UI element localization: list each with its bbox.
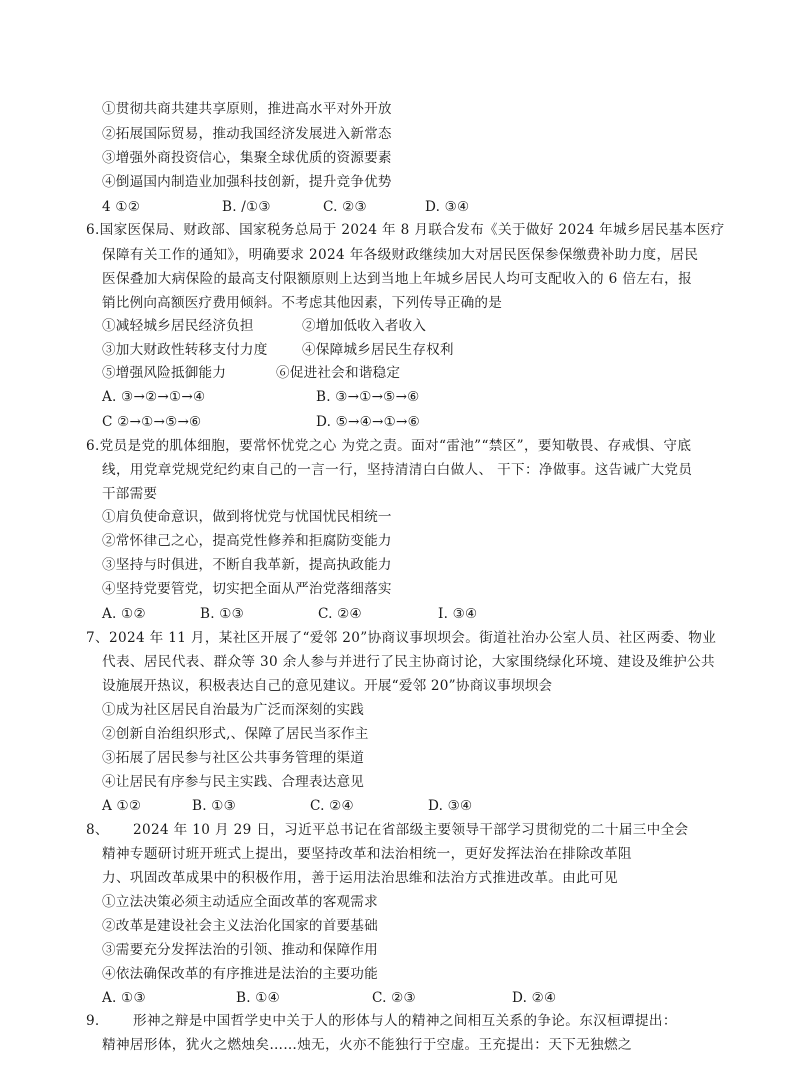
q7-choice-a: A ①② [102, 798, 142, 814]
q5-choice-a: 4 ①② [102, 199, 141, 215]
q6a-choice-d: D. ⑤→④→①→⑥ [316, 414, 420, 430]
q6a-item-4: ④保障城乡居民生存权利 [302, 342, 454, 358]
q6b-choice-d: I. ③④ [438, 606, 478, 622]
q6a-choice-c: C ②→①→⑤→⑥ [102, 414, 202, 430]
q6b-stem-line-1: 6.党员是党的肌体细胞，要常怀忧党之心 为党之责。面对“雷池”“禁区”，要知敬畏、存戒惧、守底 [86, 438, 692, 454]
q8-option-1: ①立法决策必须主动适应全面改革的客观需求 [102, 894, 378, 910]
q8-choice-c: C. ②③ [372, 990, 416, 1006]
q5-option-3: ③增强外商投资信心，集聚全球优质的资源要素 [102, 150, 392, 166]
q8-stem-line-2: 精神专题研讨班开班式上提出，要坚持改革和法治相统一，更好发挥法治在排除改革阻 [102, 846, 632, 862]
q9-stem-line-1: 形神之辩是中国哲学史中关于人的形体与人的精神之间相互关系的争论。东汉桓谭提出： [133, 1013, 677, 1029]
q8-stem-line-1: 2024 年 10 月 29 日，习近平总书记在省部级主要领导干部学习贯彻党的二十届三中全会 [133, 822, 689, 838]
q6a-stem-line-1: 6.国家医保局、财政部、国家税务总局于 2024 年 8 月联合发布《关于做好 2024 年城乡居民基本医疗 [86, 222, 725, 238]
q5-choice-d: D. ③④ [425, 199, 470, 215]
q8-option-4: ④依法确保改革的有序推进是法治的主要功能 [102, 966, 378, 982]
q5-option-1: ①贯彻共商共建共享原则，推进高水平对外开放 [102, 101, 392, 117]
q7-option-1: ①成为社区居民自治最为广泛而深刻的实践 [102, 702, 365, 718]
q6a-item-1: ①减轻城乡居民经济负担 [102, 318, 254, 334]
q6a-item-6: ⑥促进社会和谐稳定 [276, 365, 401, 381]
q8-choice-b: B. ①④ [236, 990, 281, 1006]
q6b-option-3: ③坚持与时俱进，不断自我革新，提高执政能力 [102, 557, 392, 573]
q7-choice-b: B. ①③ [192, 798, 237, 814]
q8-stem-line-3: 力、巩固改革成果中的积极作用，善于运用法治思维和法治方式推进改革。由此可见 [102, 870, 618, 886]
q7-option-2: ②创新自治组织形式,、保障了居民当豕作主 [102, 726, 369, 742]
q6a-stem-line-2: 保障有关工作的通知》，明确要求 2024 年各级财政继续加大对居民医保参保缴费补助力度，居民 [102, 247, 699, 263]
q6a-item-5: ⑤增强风险抵御能力 [102, 365, 227, 381]
q6a-choice-a: A. ③→②→①→④ [102, 389, 206, 405]
q6a-stem-line-4: 销比例向高额医疗费用倾斜。不考虑其他因素，下列传导正确的是 [102, 295, 503, 311]
q6b-option-1: ①肩负使命意识，做到将忧党与忧国忧民相统一 [102, 509, 392, 525]
q7-choice-d: D. ③④ [428, 798, 473, 814]
q5-option-4: ④倒逼国内制造业加强科技创新，提升竞争优势 [102, 174, 392, 190]
q6a-item-2: ②增加低收入者收入 [302, 318, 427, 334]
q6b-choice-c: C. ②④ [318, 606, 362, 622]
q6a-item-3: ③加大财政性转移支付力度 [102, 342, 268, 358]
q5-choice-c: C. ②③ [323, 199, 367, 215]
q8-option-3: ③需要充分发挥法治的引领、推动和保障作用 [102, 942, 378, 958]
q5-option-2: ②拓展国际贸易，推动我国经济发展进入新常态 [102, 126, 392, 142]
q7-stem-line-3: 设施展开热议，积极表达自己的意见建议。开展“爱邻 20”协商议事坝坝会 [102, 678, 553, 694]
q6b-stem-line-2: 线，用党章党规党纪约束自己的一言一行，坚持清清白白做人、 干下：净做事。这告诫广大党员 [102, 462, 693, 478]
q8-choice-a: A. ①③ [102, 990, 146, 1006]
q7-option-4: ④让居民有序参与民主实践、合理表达意见 [102, 774, 365, 790]
q7-option-3: ③拓展了居民参与社区公共事务管理的渠道 [102, 750, 365, 766]
q9-stem-line-2: 精神居形体，犹火之燃烛矣……烛无，火亦不能独行于空虚。王充提出：天下无独燃之 [102, 1037, 632, 1053]
q6b-choice-b: B. ①③ [200, 606, 245, 622]
q9-number: 9. [86, 1013, 100, 1029]
q7-stem-line-1: 7、2024 年 11 月，某社区开展了“爱邻 20”协商议事坝坝会。街道社治办公室人员、社区两委、物业 [86, 630, 717, 646]
q5-choice-b: B. /①③ [222, 199, 271, 215]
q6b-option-4: ④坚持党要管党，切实把全面从严治党落细落实 [102, 581, 392, 597]
q8-number: 8、 [86, 822, 109, 838]
q8-option-2: ②改革是建设社会主义法治化国家的首要基础 [102, 918, 378, 934]
q6b-option-2: ②常怀律己之心，提高党性修养和拒腐防变能力 [102, 533, 392, 549]
q7-choice-c: C. ②④ [310, 798, 354, 814]
q6a-choice-b: B. ③→①→⑤→⑥ [316, 389, 420, 405]
q6b-stem-line-3: 干部需要 [102, 486, 158, 502]
q7-stem-line-2: 代表、居民代表、群众等 30 余人参与并进行了民主协商讨论，大家围绕绿化环境、建设及维护公共 [102, 654, 715, 670]
q8-choice-d: D. ②④ [512, 990, 557, 1006]
q6b-choice-a: A. ①② [102, 606, 146, 622]
q6a-stem-line-3: 医保叠加大病保险的最高支付限额原则上达到当地上年城乡居民人均可支配收入的 6 倍左右，报 [102, 271, 693, 287]
